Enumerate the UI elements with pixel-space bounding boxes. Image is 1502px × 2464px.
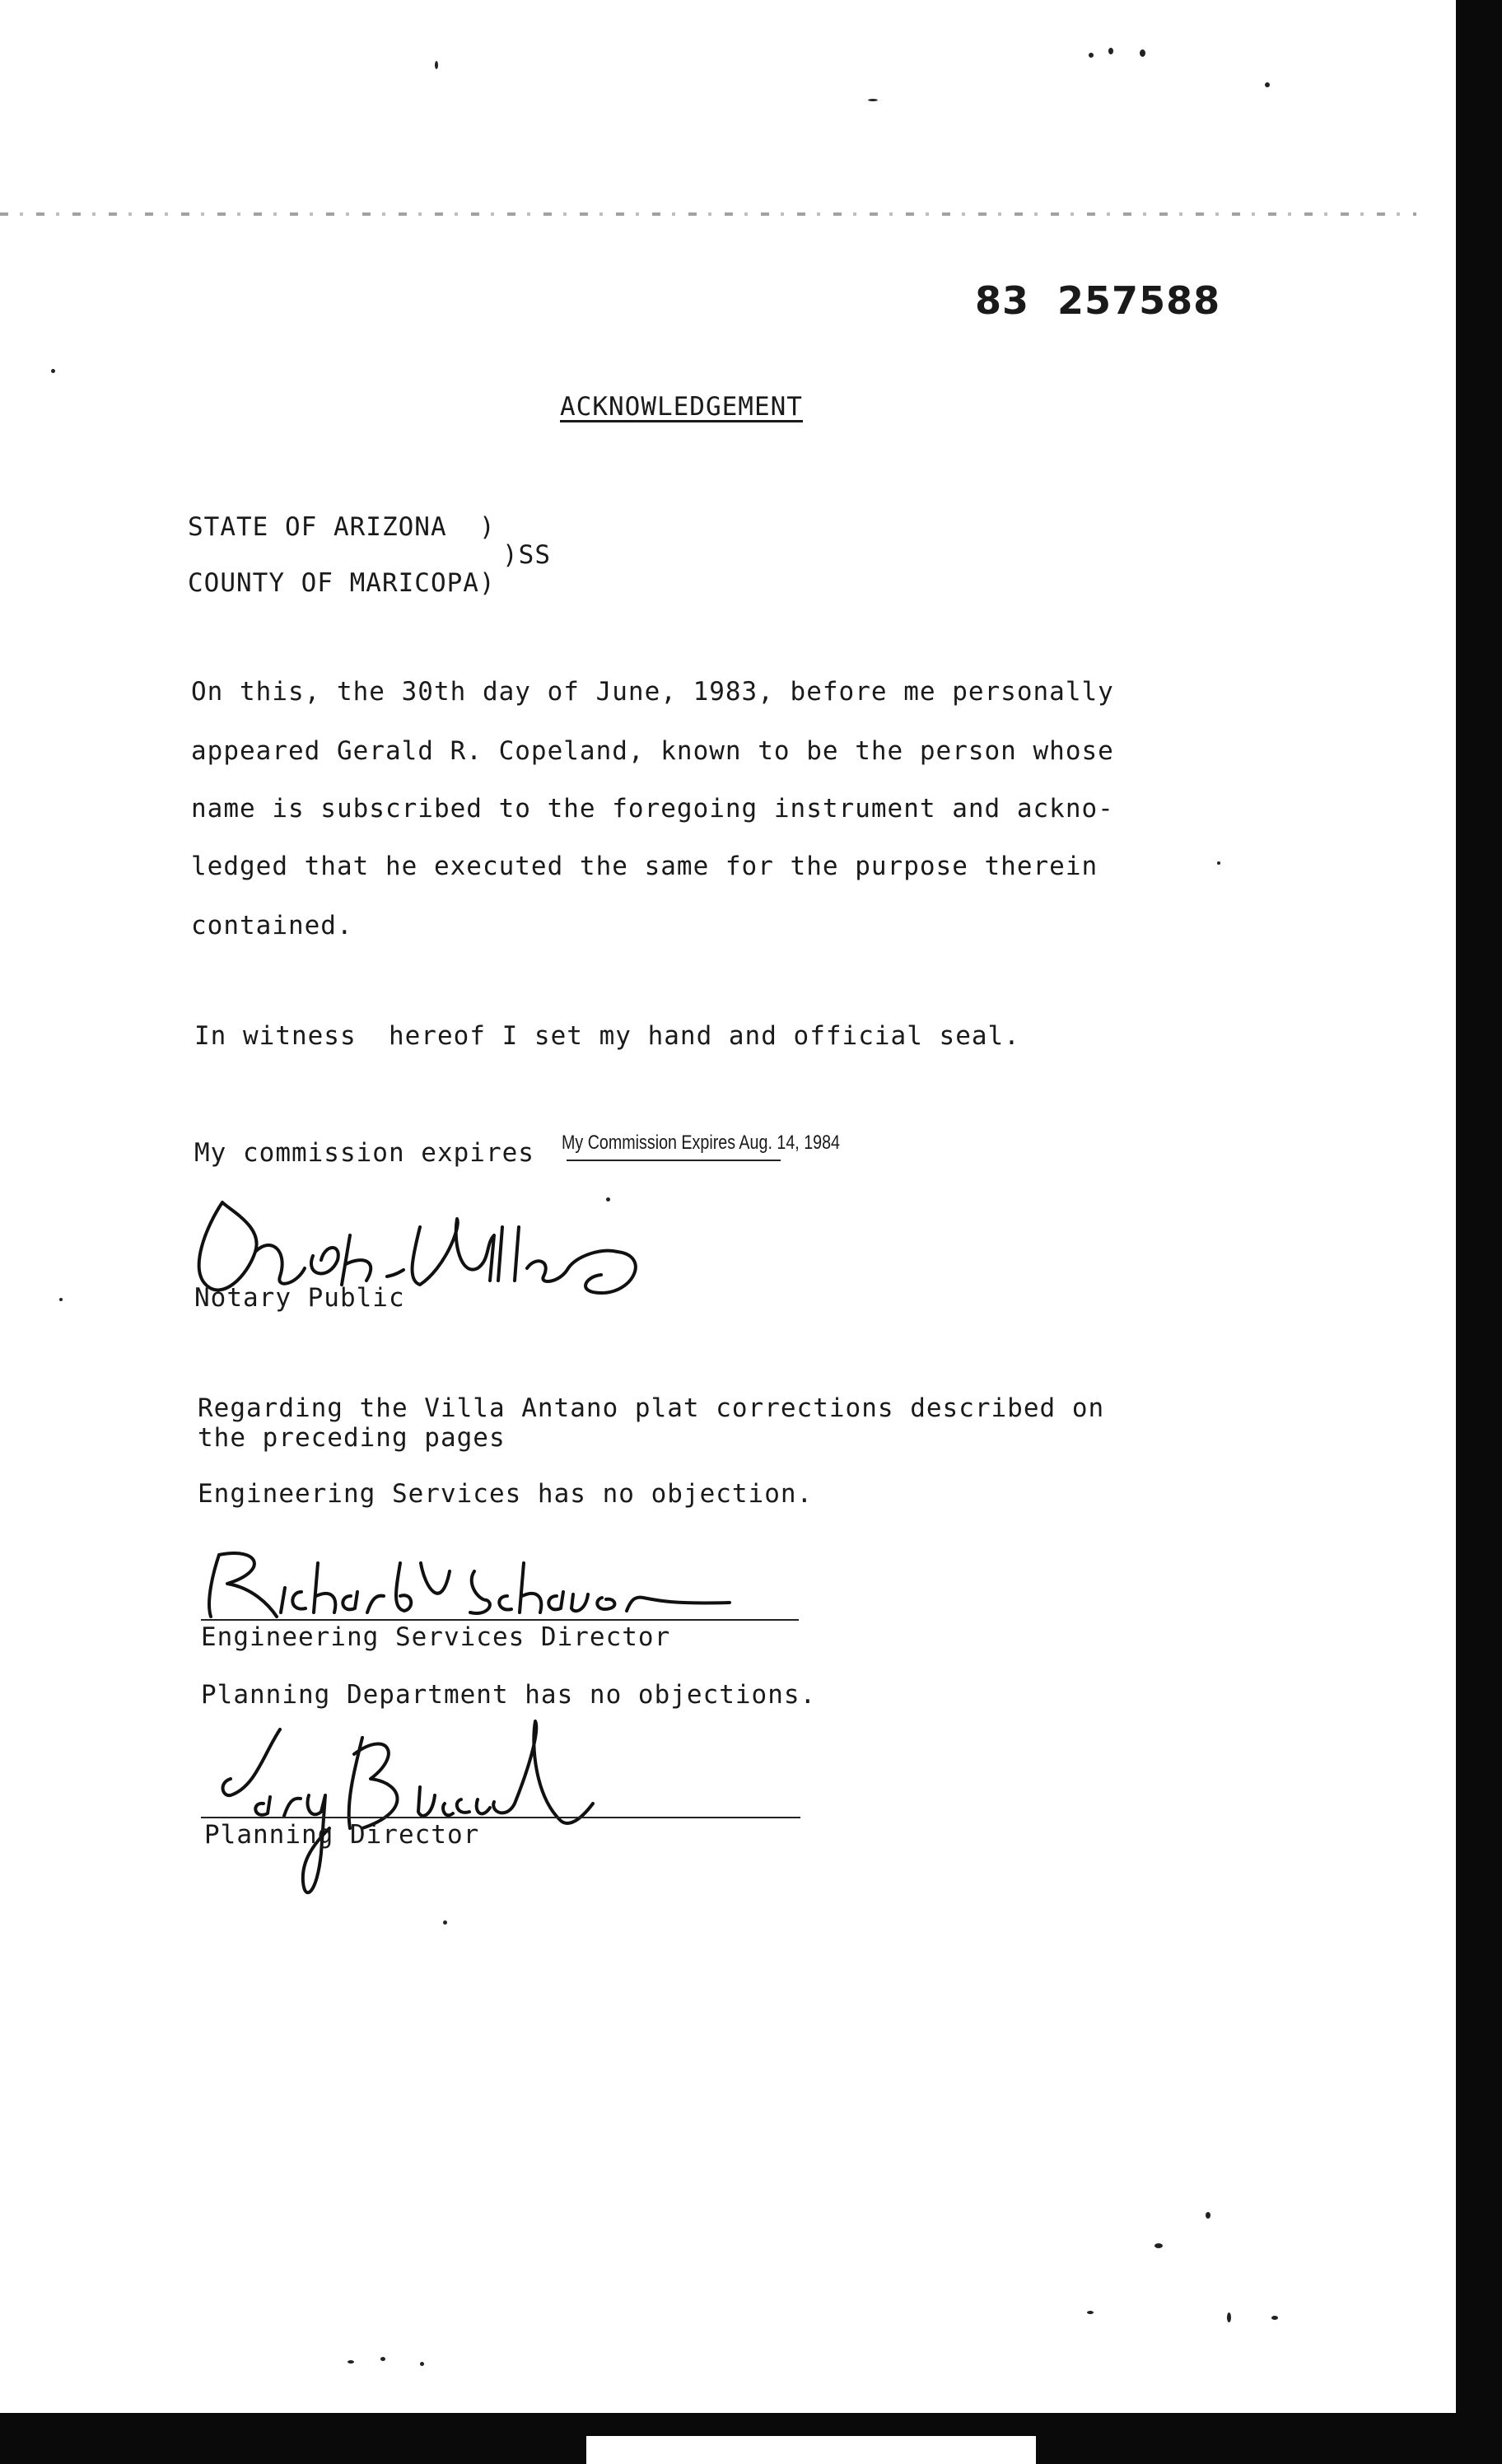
document-number: 83 257588: [975, 278, 1221, 323]
scan-speck: [443, 1920, 447, 1925]
scan-speck: [420, 2362, 424, 2366]
venue-state: STATE OF ARIZONA ): [188, 512, 496, 542]
commission-label: My commission expires: [194, 1138, 534, 1168]
document-title: ACKNOWLEDGEMENT: [560, 392, 803, 422]
engineering-statement: Engineering Services has no objection.: [198, 1479, 814, 1509]
scan-speck: [380, 2357, 385, 2361]
scan-speck: [51, 369, 55, 373]
scan-artifact-dashes: [0, 212, 1416, 216]
body-line: contained.: [191, 911, 353, 940]
scan-speck: [1271, 2316, 1278, 2320]
scan-speck: [868, 99, 878, 101]
scan-speck: [435, 61, 438, 69]
scan-speck: [1227, 2312, 1231, 2322]
commission-underline: [567, 1160, 781, 1161]
scan-border-right: [1456, 0, 1502, 2464]
planning-statement: Planning Department has no objections.: [201, 1680, 817, 1710]
venue-county: COUNTY OF MARICOPA): [188, 568, 496, 598]
scan-speck: [348, 2360, 354, 2364]
planning-signature-line: [201, 1817, 800, 1818]
scan-speck: [59, 1298, 63, 1301]
scan-speck: [1265, 82, 1270, 87]
scan-speck: [1089, 53, 1094, 58]
regarding-line: the preceding pages: [198, 1423, 506, 1453]
regarding-line: Regarding the Villa Antano plat corrections described on: [198, 1393, 1105, 1423]
scan-border-notch: [586, 2436, 1036, 2464]
witness-statement: In witness hereof I set my hand and official seal.: [194, 1021, 1020, 1051]
body-line: On this, the 30th day of June, 1983, before me personally: [191, 677, 1114, 707]
scan-speck: [1087, 2311, 1094, 2314]
scan-speck: [1108, 48, 1113, 54]
engineering-signature: [194, 1538, 771, 1629]
notary-title: Notary Public: [194, 1283, 405, 1313]
commission-stamp: My Commission Expires Aug. 14, 1984: [562, 1132, 840, 1154]
planning-title: Planning Director: [204, 1820, 480, 1850]
body-line: appeared Gerald R. Copeland, known to be the person whose: [191, 736, 1114, 766]
engineering-signature-line: [201, 1619, 799, 1621]
engineering-title: Engineering Services Director: [201, 1622, 671, 1652]
venue-ss: )SS: [502, 540, 551, 570]
planning-signature: [206, 1705, 667, 1911]
scan-speck: [1154, 2243, 1163, 2248]
scan-speck: [1206, 2212, 1210, 2219]
body-line: ledged that he executed the same for the purpose therein: [191, 852, 1099, 881]
scan-speck: [1217, 861, 1220, 865]
scan-speck: [1140, 49, 1145, 57]
body-line: name is subscribed to the foregoing instrument and ackno-: [191, 794, 1114, 824]
